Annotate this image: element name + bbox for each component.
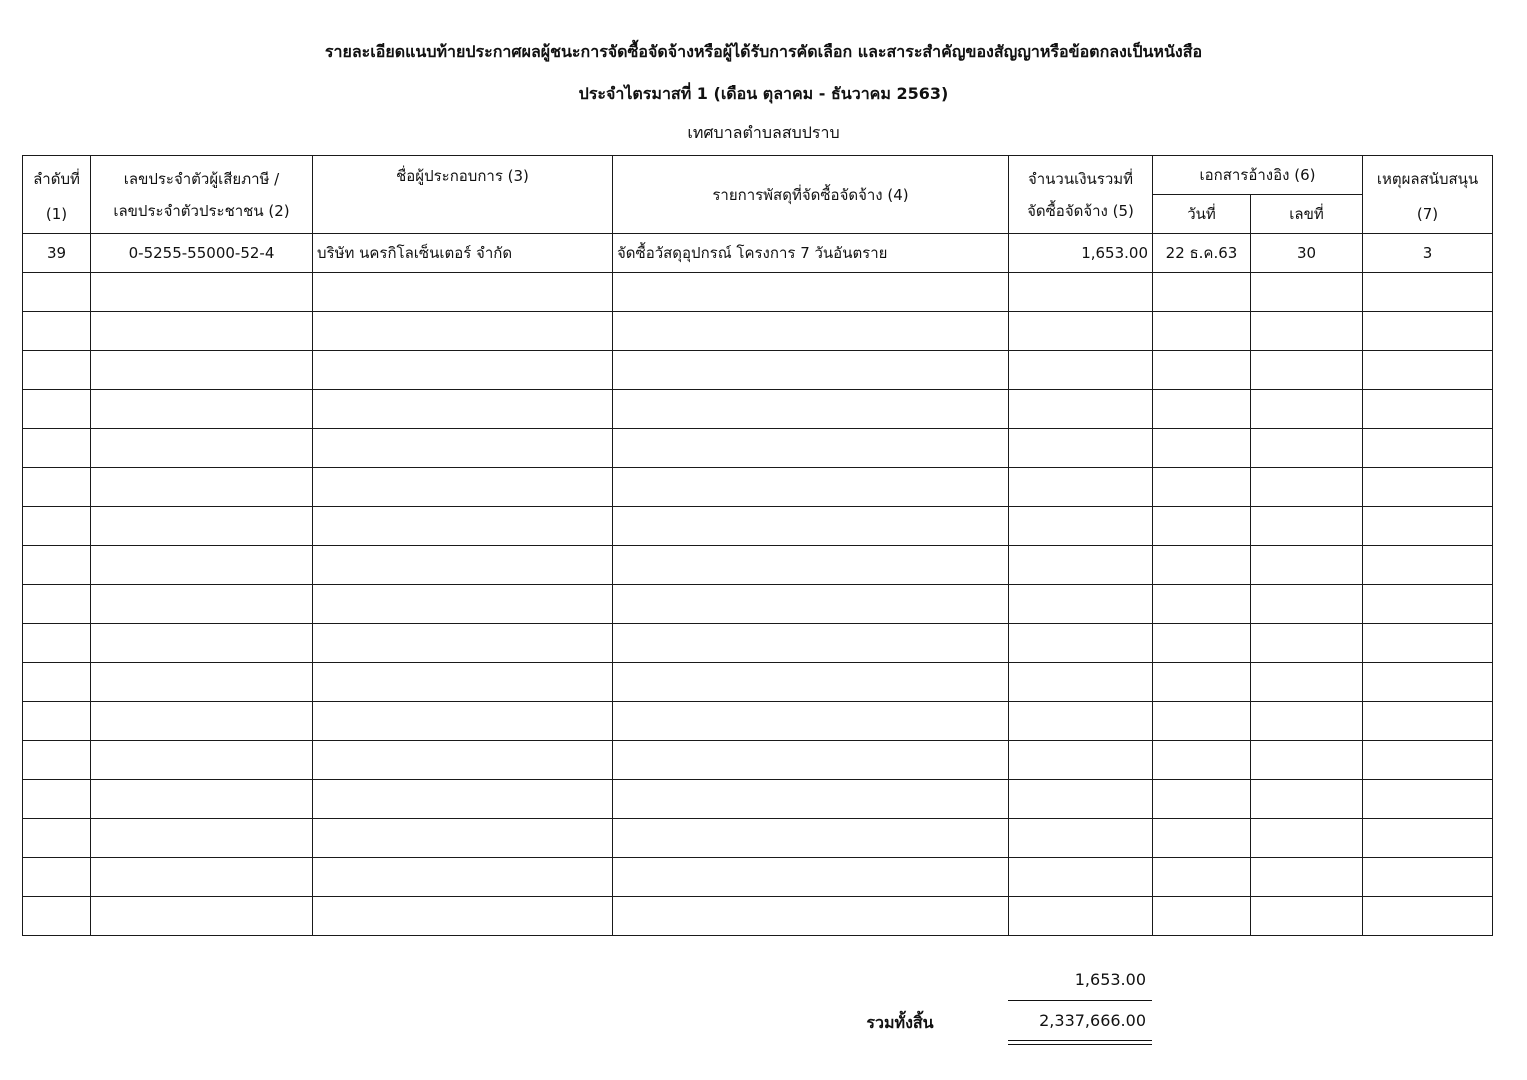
empty-table-row bbox=[23, 546, 1493, 585]
empty-cell bbox=[91, 585, 313, 624]
empty-cell bbox=[23, 663, 91, 702]
empty-cell bbox=[23, 819, 91, 858]
empty-cell bbox=[1009, 468, 1153, 507]
header-reason-line2: (7) bbox=[1416, 204, 1439, 223]
empty-cell bbox=[1251, 897, 1363, 936]
empty-cell bbox=[613, 624, 1009, 663]
empty-cell bbox=[1363, 819, 1493, 858]
empty-cell bbox=[1009, 858, 1153, 897]
empty-cell bbox=[313, 468, 613, 507]
empty-cell bbox=[1009, 780, 1153, 819]
empty-table-row bbox=[23, 507, 1493, 546]
empty-table-row bbox=[23, 702, 1493, 741]
empty-cell bbox=[613, 780, 1009, 819]
empty-table-row bbox=[23, 624, 1493, 663]
empty-cell bbox=[1009, 819, 1153, 858]
empty-cell bbox=[23, 351, 91, 390]
empty-cell bbox=[613, 429, 1009, 468]
empty-cell bbox=[1251, 741, 1363, 780]
cell-reason: 3 bbox=[1363, 234, 1493, 273]
empty-cell bbox=[91, 468, 313, 507]
empty-cell bbox=[1009, 546, 1153, 585]
empty-cell bbox=[613, 390, 1009, 429]
empty-cell bbox=[1009, 312, 1153, 351]
empty-cell bbox=[313, 858, 613, 897]
header-reason-line1: เหตุผลสนับสนุน bbox=[1376, 169, 1479, 188]
empty-table-row bbox=[23, 351, 1493, 390]
cell-seq: 39 bbox=[23, 234, 91, 273]
header-refdoc-label: เอกสารอ้างอิง (6) bbox=[1199, 166, 1316, 184]
empty-cell bbox=[1363, 702, 1493, 741]
empty-table-row bbox=[23, 858, 1493, 897]
empty-cell bbox=[313, 507, 613, 546]
empty-cell bbox=[613, 468, 1009, 507]
empty-cell bbox=[313, 819, 613, 858]
empty-table-row bbox=[23, 780, 1493, 819]
empty-cell bbox=[91, 858, 313, 897]
empty-cell bbox=[1153, 858, 1251, 897]
header-refdoc-date: วันที่ bbox=[1153, 195, 1251, 234]
empty-cell bbox=[1363, 585, 1493, 624]
empty-cell bbox=[1363, 741, 1493, 780]
empty-cell bbox=[613, 663, 1009, 702]
cell-amount: 1,653.00 bbox=[1009, 234, 1153, 273]
empty-cell bbox=[1153, 546, 1251, 585]
header-tax-id-line1: เลขประจำตัวผู้เสียภาษี / bbox=[123, 169, 280, 188]
empty-cell bbox=[1153, 702, 1251, 741]
document-title: รายละเอียดแนบท้ายประกาศผลผู้ชนะการจัดซื้อจัดจ้างหรือผู้ได้รับการคัดเลือก และสาระสำคัญของสัญญาหรือข้อตกลงเป็นหนังสือ bbox=[324, 42, 1203, 61]
header-items-label: รายการพัสดุที่จัดซื้อจัดจ้าง (4) bbox=[712, 185, 909, 204]
empty-cell bbox=[613, 702, 1009, 741]
empty-cell bbox=[1363, 273, 1493, 312]
empty-cell bbox=[1251, 273, 1363, 312]
header-vendor-label: ชื่อผู้ประกอบการ (3) bbox=[396, 167, 529, 185]
empty-cell bbox=[23, 429, 91, 468]
empty-table-row bbox=[23, 273, 1493, 312]
empty-cell bbox=[313, 429, 613, 468]
empty-cell bbox=[1009, 585, 1153, 624]
empty-cell bbox=[313, 390, 613, 429]
empty-cell bbox=[1153, 390, 1251, 429]
header-amount-line1: จำนวนเงินรวมที่ bbox=[1027, 169, 1134, 188]
empty-cell bbox=[1251, 468, 1363, 507]
header-amount bbox=[1009, 156, 1153, 234]
empty-cell bbox=[1363, 507, 1493, 546]
empty-cell bbox=[1153, 312, 1251, 351]
empty-table-row bbox=[23, 468, 1493, 507]
empty-cell bbox=[1251, 624, 1363, 663]
subtotal-underline bbox=[1008, 1000, 1152, 1001]
empty-cell bbox=[23, 273, 91, 312]
empty-cell bbox=[1153, 819, 1251, 858]
empty-cell bbox=[1363, 897, 1493, 936]
empty-cell bbox=[91, 741, 313, 780]
empty-cell bbox=[313, 741, 613, 780]
empty-cell bbox=[313, 897, 613, 936]
empty-cell bbox=[313, 624, 613, 663]
empty-cell bbox=[1251, 429, 1363, 468]
empty-cell bbox=[1153, 351, 1251, 390]
empty-cell bbox=[1153, 780, 1251, 819]
empty-cell bbox=[23, 624, 91, 663]
empty-cell bbox=[1363, 663, 1493, 702]
empty-cell bbox=[1153, 663, 1251, 702]
subtotal-value: 1,653.00 bbox=[1074, 970, 1146, 989]
empty-cell bbox=[1009, 663, 1153, 702]
empty-cell bbox=[1153, 897, 1251, 936]
empty-cell bbox=[1009, 390, 1153, 429]
agency-name: เทศบาลตำบลสบปราบ bbox=[687, 123, 840, 142]
empty-cell bbox=[613, 858, 1009, 897]
header-items bbox=[613, 156, 1009, 234]
empty-table-row bbox=[23, 390, 1493, 429]
procurement-table bbox=[22, 155, 1493, 936]
empty-cell bbox=[313, 702, 613, 741]
empty-cell bbox=[1363, 468, 1493, 507]
empty-cell bbox=[23, 546, 91, 585]
empty-cell bbox=[613, 507, 1009, 546]
empty-cell bbox=[1009, 624, 1153, 663]
empty-table-row bbox=[23, 585, 1493, 624]
empty-cell bbox=[23, 585, 91, 624]
empty-cell bbox=[1251, 585, 1363, 624]
empty-cell bbox=[1251, 858, 1363, 897]
empty-cell bbox=[313, 546, 613, 585]
empty-cell bbox=[91, 780, 313, 819]
empty-cell bbox=[23, 390, 91, 429]
empty-cell bbox=[1009, 897, 1153, 936]
empty-cell bbox=[313, 585, 613, 624]
empty-table-row bbox=[23, 312, 1493, 351]
empty-table-row bbox=[23, 819, 1493, 858]
empty-cell bbox=[1153, 273, 1251, 312]
grand-total-underline-2 bbox=[1008, 1044, 1152, 1045]
empty-cell bbox=[613, 585, 1009, 624]
empty-cell bbox=[23, 468, 91, 507]
empty-cell bbox=[23, 780, 91, 819]
empty-cell bbox=[91, 624, 313, 663]
table-row bbox=[23, 234, 1493, 273]
header-seq-label: ลำดับที่ bbox=[33, 169, 80, 188]
empty-cell bbox=[1153, 741, 1251, 780]
empty-cell bbox=[91, 312, 313, 351]
header-reason bbox=[1363, 156, 1493, 234]
empty-cell bbox=[1153, 585, 1251, 624]
empty-table-row bbox=[23, 429, 1493, 468]
empty-cell bbox=[313, 663, 613, 702]
empty-cell bbox=[613, 546, 1009, 585]
empty-cell bbox=[613, 351, 1009, 390]
empty-cell bbox=[1009, 741, 1153, 780]
header-tax-id-line2: เลขประจำตัวประชาชน (2) bbox=[113, 201, 290, 220]
empty-cell bbox=[1251, 351, 1363, 390]
empty-cell bbox=[313, 312, 613, 351]
empty-cell bbox=[91, 351, 313, 390]
empty-cell bbox=[613, 273, 1009, 312]
empty-cell bbox=[313, 780, 613, 819]
empty-cell bbox=[1009, 507, 1153, 546]
empty-cell bbox=[23, 741, 91, 780]
header-refdoc bbox=[1153, 156, 1363, 195]
grand-total-label: รวมทั้งสิ้น bbox=[866, 1013, 934, 1032]
empty-cell bbox=[1363, 351, 1493, 390]
cell-tax-id: 0-5255-55000-52-4 bbox=[91, 234, 313, 273]
empty-cell bbox=[1251, 390, 1363, 429]
empty-cell bbox=[23, 507, 91, 546]
empty-cell bbox=[613, 312, 1009, 351]
empty-cell bbox=[1363, 780, 1493, 819]
empty-cell bbox=[313, 273, 613, 312]
empty-cell bbox=[91, 702, 313, 741]
cell-vendor: บริษัท นครกิโลเซ็นเตอร์ จำกัด bbox=[313, 234, 613, 273]
empty-cell bbox=[1251, 819, 1363, 858]
empty-cell bbox=[1251, 702, 1363, 741]
empty-cell bbox=[91, 663, 313, 702]
empty-cell bbox=[1363, 429, 1493, 468]
empty-cell bbox=[91, 390, 313, 429]
document-period: ประจำไตรมาสที่ 1 (เดือน ตุลาคม - ธันวาคม 2563) bbox=[578, 84, 949, 103]
empty-cell bbox=[23, 702, 91, 741]
empty-cell bbox=[1363, 390, 1493, 429]
empty-cell bbox=[613, 819, 1009, 858]
empty-cell bbox=[1009, 351, 1153, 390]
empty-cell bbox=[1153, 624, 1251, 663]
header-vendor bbox=[313, 156, 613, 234]
empty-table-row bbox=[23, 897, 1493, 936]
empty-cell bbox=[91, 273, 313, 312]
empty-cell bbox=[1251, 546, 1363, 585]
empty-cell bbox=[91, 546, 313, 585]
empty-cell bbox=[91, 429, 313, 468]
empty-cell bbox=[91, 819, 313, 858]
header-amount-line2: จัดซื้อจัดจ้าง (5) bbox=[1027, 201, 1134, 220]
grand-total-value: 2,337,666.00 bbox=[1039, 1011, 1146, 1030]
empty-cell bbox=[1153, 507, 1251, 546]
empty-cell bbox=[23, 312, 91, 351]
empty-cell bbox=[613, 897, 1009, 936]
empty-cell bbox=[613, 741, 1009, 780]
cell-ref-no: 30 bbox=[1251, 234, 1363, 273]
empty-cell bbox=[1251, 663, 1363, 702]
header-tax-id bbox=[91, 156, 313, 234]
empty-table-row bbox=[23, 741, 1493, 780]
empty-cell bbox=[1153, 429, 1251, 468]
empty-cell bbox=[91, 507, 313, 546]
cell-ref-date: 22 ธ.ค.63 bbox=[1153, 234, 1251, 273]
empty-cell bbox=[23, 897, 91, 936]
empty-cell bbox=[1251, 312, 1363, 351]
empty-cell bbox=[1363, 624, 1493, 663]
header-refdoc-no: เลขที่ bbox=[1251, 195, 1363, 234]
empty-cell bbox=[1251, 507, 1363, 546]
empty-cell bbox=[1009, 702, 1153, 741]
empty-cell bbox=[1153, 468, 1251, 507]
header-seq-number: (1) bbox=[45, 204, 68, 223]
grand-total-underline-1 bbox=[1008, 1040, 1152, 1041]
header-seq bbox=[23, 156, 91, 234]
empty-table-row bbox=[23, 663, 1493, 702]
empty-cell bbox=[1009, 429, 1153, 468]
empty-cell bbox=[1363, 546, 1493, 585]
empty-cell bbox=[1363, 858, 1493, 897]
empty-cell bbox=[1009, 273, 1153, 312]
empty-cell bbox=[1251, 780, 1363, 819]
cell-item: จัดซื้อวัสดุอุปกรณ์ โครงการ 7 วันอันตราย bbox=[613, 234, 1009, 273]
empty-cell bbox=[313, 351, 613, 390]
empty-cell bbox=[23, 858, 91, 897]
empty-cell bbox=[91, 897, 313, 936]
empty-cell bbox=[1363, 312, 1493, 351]
